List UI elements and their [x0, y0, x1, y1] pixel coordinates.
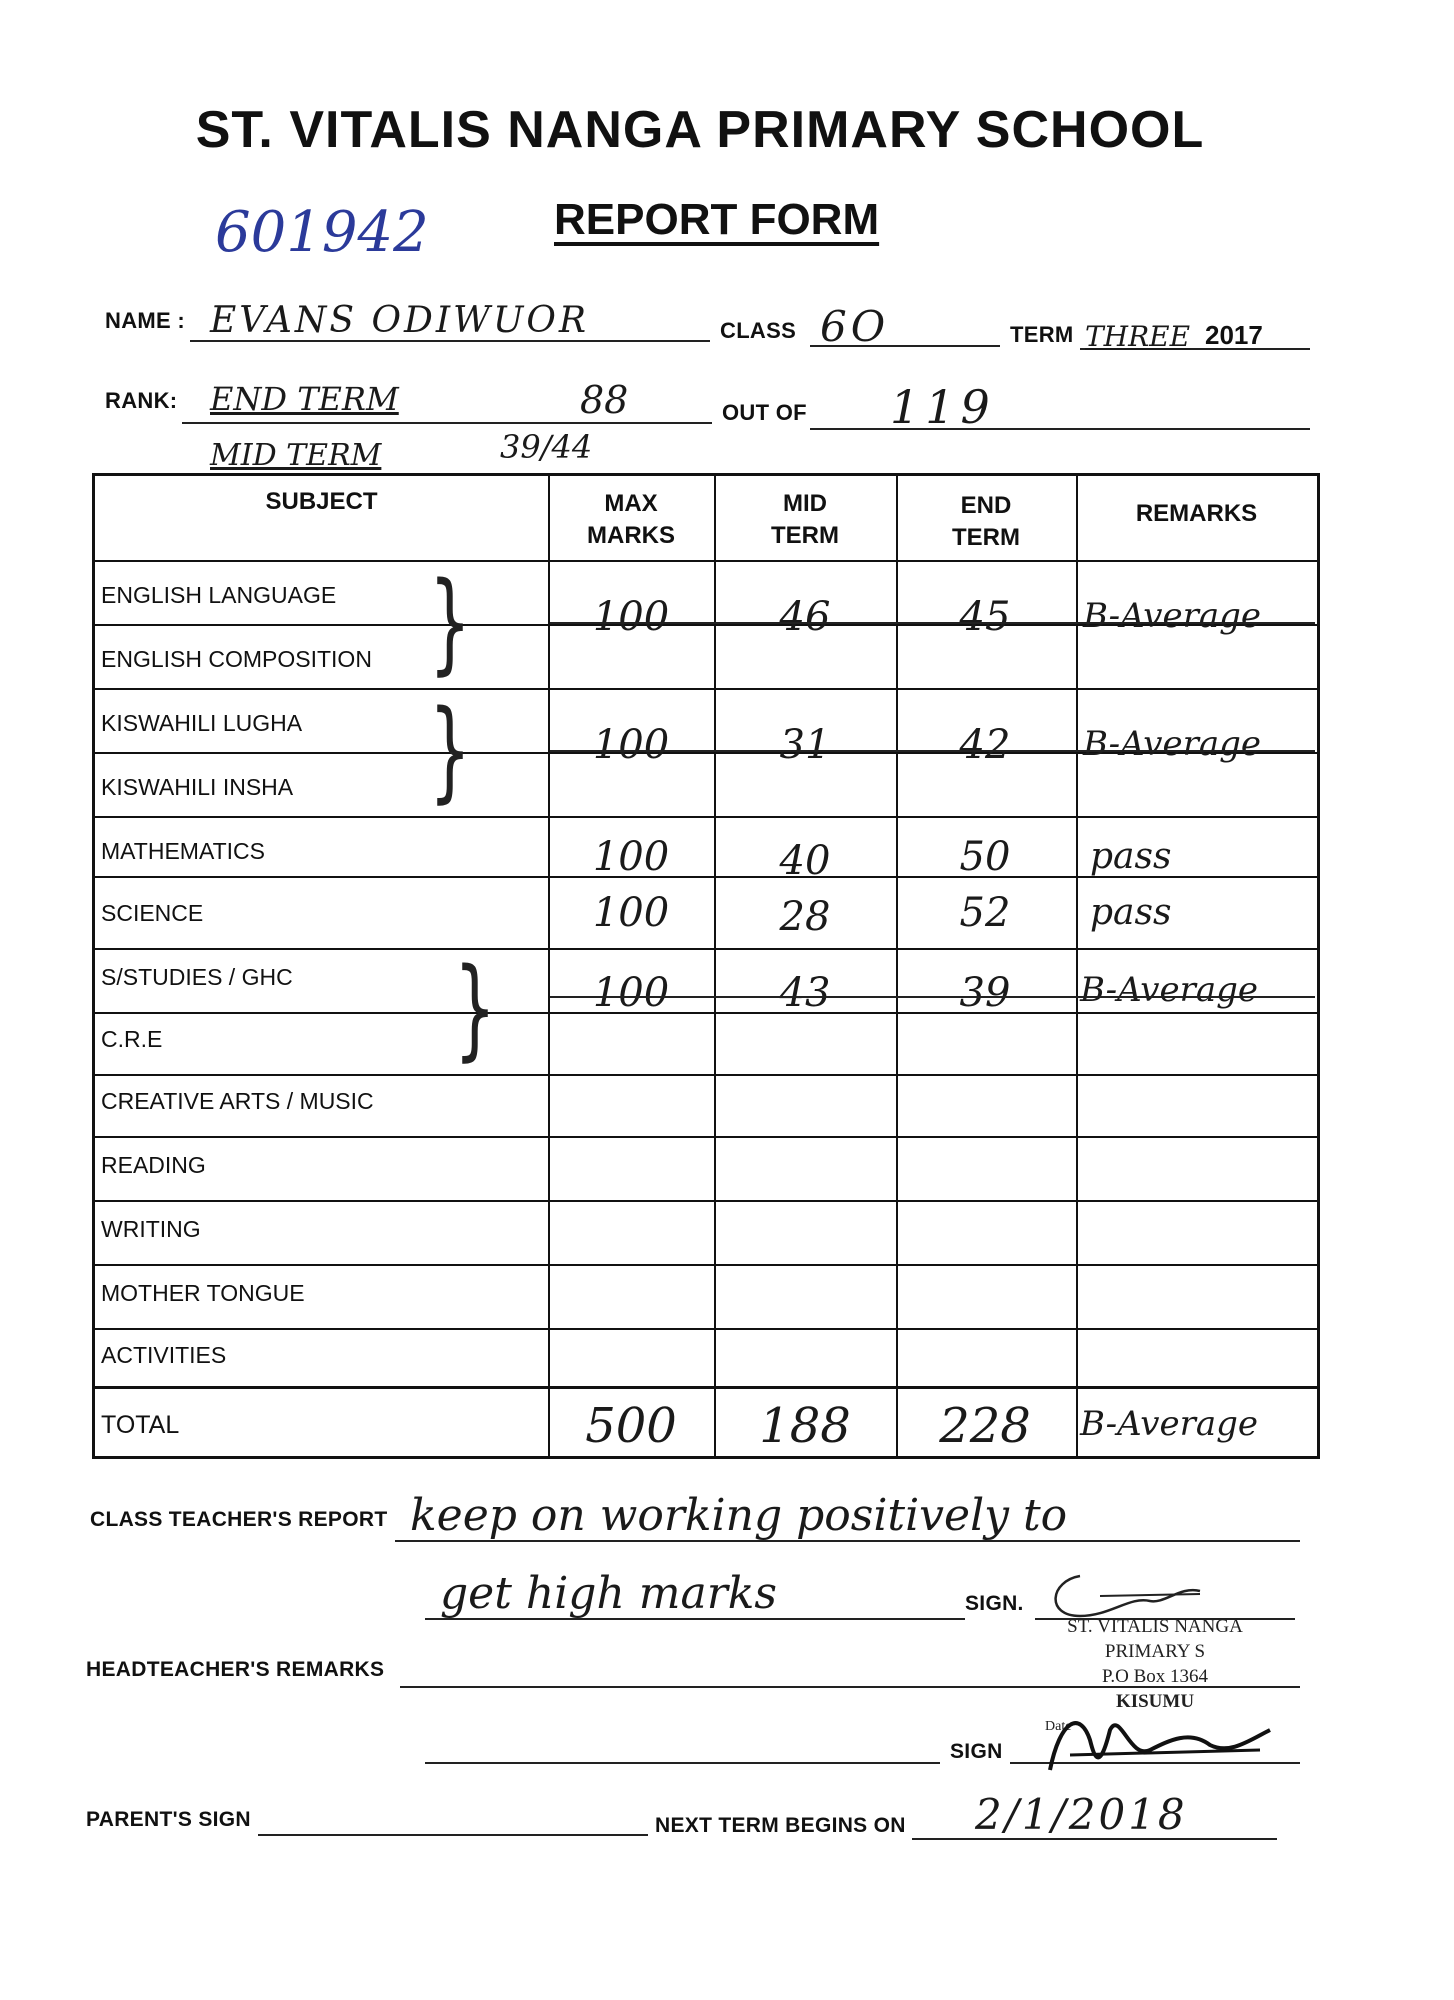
row-divider — [95, 1136, 1317, 1138]
subject-mother-tongue: MOTHER TONGUE — [101, 1280, 305, 1306]
total-label: TOTAL — [101, 1411, 180, 1439]
mathematics-end: 50 — [959, 834, 1011, 880]
science-end: 52 — [959, 890, 1011, 936]
subject-writing: WRITING — [101, 1216, 201, 1242]
subject-creative-arts: CREATIVE ARTS / MUSIC — [101, 1088, 374, 1114]
rank-end-term: 88 — [580, 378, 629, 422]
science-remark: pass — [1090, 892, 1172, 933]
parent-sign-label: PARENT'S SIGN — [86, 1808, 251, 1831]
row-divider — [95, 1074, 1317, 1076]
next-term-label: NEXT TERM BEGINS ON — [655, 1814, 906, 1837]
row-divider — [95, 1264, 1317, 1266]
social-studies-max: 100 — [592, 970, 670, 1016]
group-brace: } — [429, 558, 471, 686]
group-brace: } — [454, 944, 496, 1072]
term-label: TERM — [1010, 322, 1074, 347]
rank-end-term-label: END TERM — [210, 380, 399, 418]
kiswahili-end: 42 — [959, 722, 1011, 768]
student-class: 6O — [820, 302, 890, 351]
subject-activities: ACTIVITIES — [101, 1342, 227, 1368]
science-mid: 28 — [779, 894, 831, 940]
english-remark: B-Average — [1083, 596, 1262, 636]
subject-english-language: ENGLISH LANGUAGE — [101, 582, 337, 608]
rank-mid-term-label: MID TERM — [210, 438, 382, 473]
next-term-date: 2/1/2018 — [975, 1790, 1188, 1839]
school-name: ST. VITALIS NANGA PRIMARY SCHOOL — [195, 101, 1205, 159]
class-label: CLASS — [720, 318, 797, 343]
header-remarks: REMARKS — [1135, 500, 1258, 527]
subject-mathematics: MATHEMATICS — [101, 838, 265, 864]
form-title: REPORT FORM — [554, 195, 880, 244]
subject-kiswahili-insha: KISWAHILI INSHA — [101, 774, 294, 800]
row-divider — [95, 948, 1317, 950]
english-end: 45 — [959, 594, 1011, 640]
subject-reading: READING — [101, 1152, 206, 1178]
group-brace: } — [429, 686, 471, 814]
student-name: EVANS ODIWUOR — [210, 300, 589, 341]
class-teacher-report-line1: keep on working positively to — [410, 1490, 1068, 1541]
social-studies-mid: 43 — [779, 970, 831, 1016]
mathematics-mid: 40 — [779, 838, 831, 884]
header-end-term: END TERM — [952, 492, 1020, 551]
english-mid: 46 — [779, 594, 831, 640]
kiswahili-max: 100 — [592, 722, 670, 768]
kiswahili-mid: 31 — [779, 722, 831, 768]
strike-line — [550, 996, 1315, 998]
class-teacher-report-line2: get high marks — [440, 1568, 778, 1619]
out-of-label: OUT OF — [722, 400, 807, 425]
student-term: THREE — [1085, 320, 1191, 353]
school-stamp: ST. VITALIS NANGA PRIMARY S P.O Box 1364 KISUMU Date — [1045, 1616, 1243, 1734]
social-studies-end: 39 — [959, 970, 1011, 1016]
headteacher-signature — [1030, 1700, 1290, 1795]
kiswahili-remark: B-Average — [1083, 724, 1262, 764]
headteacher-label: HEADTEACHER'S REMARKS — [86, 1658, 385, 1681]
social-studies-remark: B-Average — [1080, 970, 1259, 1010]
headteacher-underline-2 — [425, 1762, 940, 1764]
out-of-underline — [810, 428, 1310, 430]
subject-english-composition: ENGLISH COMPOSITION — [101, 646, 372, 672]
english-max: 100 — [592, 594, 670, 640]
admission-number: 601942 — [215, 200, 429, 265]
science-max: 100 — [592, 890, 670, 936]
header-mid-term: MID TERM — [771, 490, 839, 549]
row-divider — [95, 1328, 1317, 1330]
header-max-marks: MAX MARKS — [587, 490, 675, 549]
mathematics-remark: pass — [1090, 836, 1172, 877]
name-label: NAME : — [105, 308, 186, 333]
marks-table — [92, 473, 1320, 1459]
class-teacher-sign-label: SIGN. — [965, 1592, 1024, 1615]
total-remark: B-Average — [1080, 1404, 1259, 1444]
subject-kiswahili-lugha: KISWAHILI LUGHA — [101, 710, 303, 736]
rank-underline — [182, 422, 712, 424]
subject-science: SCIENCE — [101, 900, 204, 926]
headteacher-sign-label: SIGN — [950, 1740, 1003, 1763]
report-year: 2017 — [1205, 320, 1263, 350]
total-divider — [95, 1386, 1317, 1389]
rank-label: RANK: — [105, 388, 178, 413]
rank-mid-term: 39/44 — [500, 428, 593, 466]
parent-sign-underline — [258, 1834, 648, 1836]
header-subject: SUBJECT — [265, 488, 378, 515]
total-max: 500 — [585, 1398, 677, 1454]
total-mid: 188 — [759, 1398, 851, 1454]
row-divider — [95, 816, 1317, 818]
out-of-value: 119 — [890, 380, 996, 434]
total-end: 228 — [939, 1398, 1031, 1454]
row-divider — [95, 688, 1317, 690]
strike-line — [550, 750, 1315, 752]
row-divider — [95, 1200, 1317, 1202]
subject-social-studies: S/STUDIES / GHC — [101, 964, 293, 990]
row-divider — [95, 560, 1317, 562]
mathematics-max: 100 — [592, 834, 670, 880]
class-teacher-label: CLASS TEACHER'S REPORT — [90, 1508, 388, 1531]
strike-line — [550, 622, 1315, 624]
subject-cre: C.R.E — [101, 1026, 163, 1052]
